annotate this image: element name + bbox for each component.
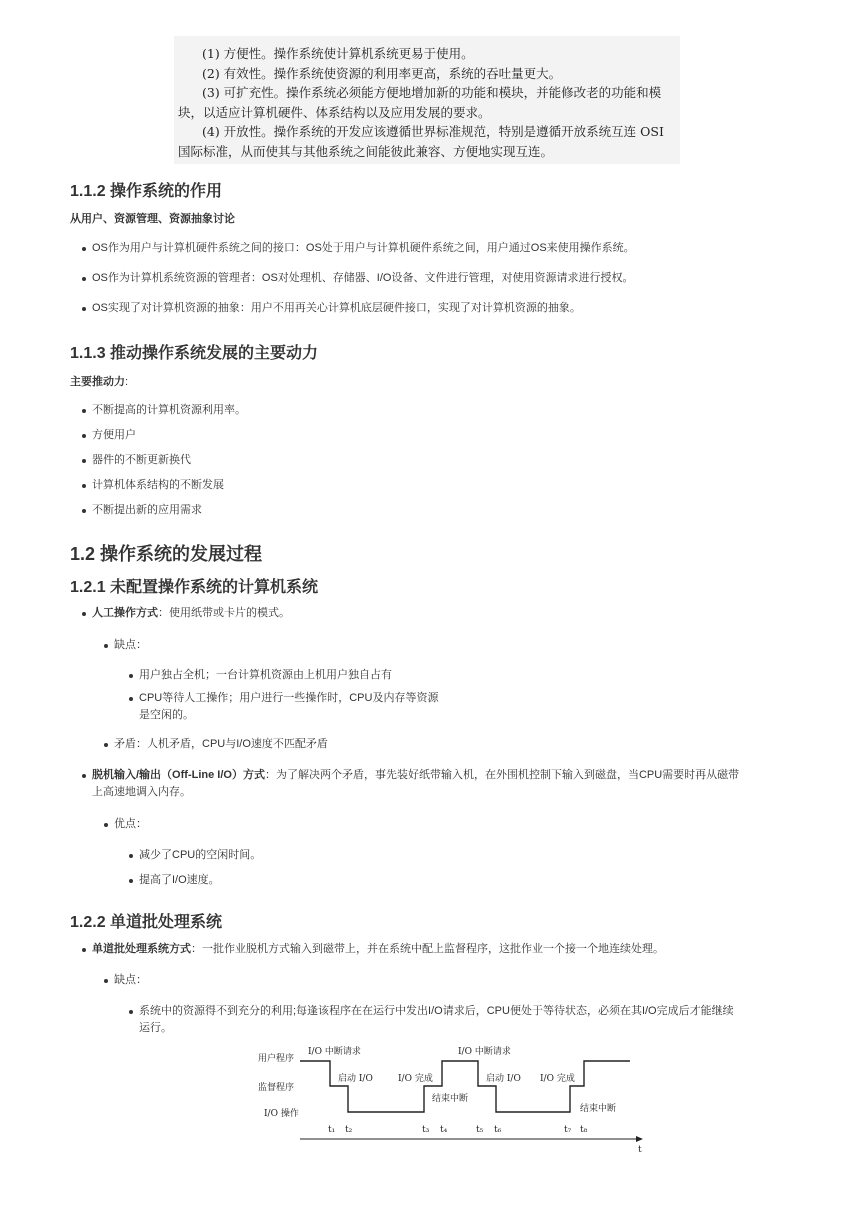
- list-item: 方便用户: [92, 427, 246, 444]
- manual-conflict: [114, 736, 328, 753]
- list-item: OS作为用户与计算机硬件系统之间的接口：OS处于用户与计算机硬件系统之间，用户通过OS来使用操作系统。: [92, 240, 635, 257]
- annotation-start-io: 启动 I/O: [338, 1074, 373, 1084]
- list-item: [92, 941, 792, 958]
- offline-pros-label: [114, 816, 147, 833]
- term: 人工操作方式: [92, 607, 158, 619]
- section-heading-1-1-3: 1.1.3 推动操作系统发展的主要动力: [70, 345, 319, 362]
- tick-t2: t₂: [345, 1125, 353, 1135]
- excerpt-line: 国际标准，从而使其与其他系统之间能彼此兼容、方便地实现互连。: [178, 143, 554, 159]
- list-item: [139, 690, 438, 724]
- list-item: OS实现了对计算机资源的抽象：用户不用再关心计算机底层硬件接口，实现了对计算机资源的抽象。: [92, 300, 635, 317]
- section-heading-1-2-1: 1.2.1 未配置操作系统的计算机系统: [70, 579, 319, 596]
- list-item: [139, 1003, 799, 1037]
- list-item: 矛盾：人机矛盾，CPU与I/O速度不匹配矛盾: [114, 736, 328, 753]
- batch-cons-label: [114, 972, 147, 989]
- list-item: 器件的不断更新换代: [92, 452, 246, 469]
- term: 单道批处理系统方式: [92, 943, 191, 955]
- annotation-io-complete: I/O 完成: [398, 1074, 433, 1084]
- definition-cont: 上高速地调入内存。: [92, 786, 191, 798]
- list-item: 减少了CPU的空闲时间。: [139, 847, 261, 864]
- definition: ：使用纸带或卡片的模式。: [158, 607, 290, 619]
- definition: ：一批作业脱机方式输入到磁带上，并在系统中配上监督程序，这批作业一个接一个地连续处理。: [191, 943, 664, 955]
- line: CPU等待人工操作；用户进行一些操作时，CPU及内存等资源: [139, 692, 439, 704]
- line: 是空闲的。: [139, 709, 194, 721]
- list-item: OS作为计算机系统资源的管理者：OS对处理机、存储器、I/O设备、文件进行管理，对使用资源请求进行授权。: [92, 270, 635, 287]
- row-label-user-program: 用户程序: [258, 1054, 295, 1064]
- list-item: [92, 605, 290, 622]
- manual-mode-item: [92, 605, 290, 622]
- list-item: 不断提高的计算机资源利用率。: [92, 402, 246, 419]
- annotation-io-interrupt-request: I/O 中断请求: [308, 1047, 361, 1057]
- subtitle-text: 主要推动力: [70, 376, 125, 388]
- annotation-start-io: 启动 I/O: [486, 1074, 521, 1084]
- section-heading-1-2: 1.2 操作系统的发展过程: [70, 544, 263, 564]
- section-subtitle: [70, 373, 128, 389]
- motivation-list: [92, 402, 246, 519]
- list-item: [92, 767, 792, 801]
- role-list: [92, 240, 635, 317]
- list-item: 缺点：: [114, 637, 147, 654]
- list-item: 缺点：: [114, 972, 147, 989]
- manual-cons-label: [114, 637, 147, 654]
- subtitle-colon: :: [125, 376, 129, 388]
- row-label-io: I/O 操作: [264, 1109, 299, 1119]
- tick-t5: t₅: [476, 1125, 484, 1135]
- excerpt-line: (4) 开放性。操作系统的开发应该遵循世界标准规范，特别是遵循开放系统互连 OSI: [202, 124, 664, 139]
- list-item: 计算机体系结构的不断发展: [92, 477, 246, 494]
- single-batch-timing-diagram: [254, 1044, 646, 1156]
- offline-pros-list: [139, 847, 261, 889]
- list-item: 用户独占全机；一台计算机资源由上机用户独自占有: [139, 667, 438, 684]
- list-item: 不断提出新的应用需求: [92, 502, 246, 519]
- excerpt-line: (2) 有效性。操作系统使资源的利用率更高，系统的吞吐量更大。: [202, 65, 562, 81]
- section-heading-1-1-2: 1.1.2 操作系统的作用: [70, 183, 223, 200]
- annotation-io-interrupt-request: I/O 中断请求: [458, 1047, 511, 1057]
- excerpt-line: 块，以适应计算机硬件、体系结构以及应用发展的要求。: [178, 104, 491, 120]
- tick-t1: t₁: [328, 1125, 336, 1135]
- term: 脱机输入/输出（Off-Line I/O）方式: [92, 769, 265, 781]
- time-axis-label: t: [638, 1145, 642, 1155]
- tick-t3: t₃: [422, 1125, 430, 1135]
- excerpt-line: (3) 可扩充性。操作系统必须能方便地增加新的功能和模块，并能修改老的功能和模: [202, 85, 662, 100]
- line: 系统中的资源得不到充分的利用;每逢该程序在在运行中发出I/O请求后，CPU便处于等待状态，必须在其I/O完成后才能继续: [139, 1005, 734, 1017]
- line: 运行。: [139, 1022, 172, 1034]
- tick-t6: t₆: [494, 1125, 502, 1135]
- definition: ：为了解决两个矛盾，事先装好纸带输入机，在外围机控制下输入到磁盘，当CPU需要时再从磁带: [264, 769, 740, 781]
- timing-diagram-svg: [254, 1044, 646, 1156]
- annotation-io-complete: I/O 完成: [540, 1074, 575, 1084]
- list-item: 优点：: [114, 816, 147, 833]
- annotation-end-interrupt: 结束中断: [432, 1094, 469, 1104]
- offline-mode-item: [92, 767, 792, 801]
- row-label-monitor: 监督程序: [258, 1083, 295, 1093]
- manual-cons-list: [139, 667, 438, 724]
- tick-t7: t₇: [564, 1125, 572, 1135]
- batch-mode-item: [92, 941, 792, 958]
- section-heading-1-2-2: 1.2.2 单道批处理系统: [70, 914, 223, 931]
- annotation-end-interrupt: 结束中断: [580, 1104, 617, 1114]
- tick-t4: t₄: [440, 1125, 448, 1135]
- time-axis-arrow: [636, 1136, 643, 1142]
- section-subtitle: 从用户、资源管理、资源抽象讨论: [70, 213, 235, 225]
- excerpt-line: (1) 方便性。操作系统使计算机系统更易于使用。: [202, 46, 474, 61]
- textbook-excerpt-image: [174, 36, 680, 164]
- tick-t8: t₈: [580, 1125, 588, 1135]
- list-item: 提高了I/O速度。: [139, 872, 261, 889]
- batch-cons-list: [139, 1003, 799, 1037]
